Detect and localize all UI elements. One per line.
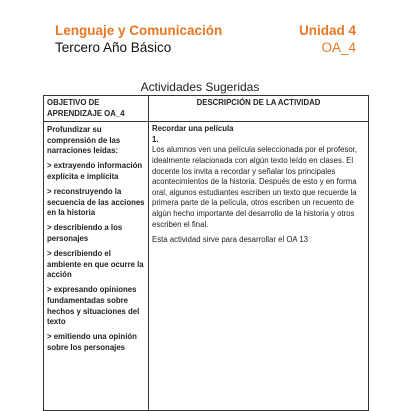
description-column-header: DESCRIPCIÓN DE LA ACTIVIDAD — [149, 96, 369, 122]
objective-item: > emitiendo una opinión sobre los personajes — [47, 332, 137, 352]
table-row — [44, 122, 369, 411]
activity-note: Esta actividad sirve para desarrollar el OA 13 — [152, 235, 309, 245]
objective-item: > describiendo a los personajes — [47, 223, 123, 244]
section-title: Actividades Sugeridas — [140, 80, 260, 94]
document-header-right — [299, 23, 356, 56]
activity-description-cell — [149, 122, 369, 411]
unit-label: Unidad 4 — [298, 23, 356, 38]
activity-number: 1. — [152, 134, 159, 144]
objective-item: > describiendo el ambiente en que ocurre la acción — [47, 249, 144, 280]
objective-item: Profundizar su comprensión de las narraciones leídas: — [47, 125, 121, 156]
objective-item: > expresando opiniones fundamentadas sobre hechos y situaciones del texto — [47, 285, 140, 327]
document-header-left — [55, 23, 222, 56]
objective-item: > extrayendo información explícita e implícita — [47, 161, 143, 182]
objectives-cell — [44, 122, 149, 411]
grade-label: Tercero Año Básico — [55, 40, 172, 55]
table-header-row — [44, 96, 369, 122]
activity-table — [43, 95, 369, 411]
objective-item: > reconstruyendo la secuencia de las acciones en la historia — [47, 187, 145, 218]
oa-code-label: OA_4 — [321, 40, 356, 55]
activity-title: Recordar una película — [152, 124, 234, 134]
subject-title: Lenguaje y Comunicación — [55, 23, 223, 38]
activity-description: Los alumnos ven una película seleccionada por el profesor, idealmente relacionada con algún texto leído en clases. El docente los invita a recordar y señalar los principales acontecimientos de la historia. Después de esto y en forma oral, algunos estudiantes escriben un texto que recuerde la primera parte de la película, otros escriben un recuento de algún hecho importante del desarrollo de la historia y otros escriben el final. — [152, 145, 358, 229]
objective-column-header: OBJETIVO DE APRENDIZAJE OA_4 — [44, 96, 149, 122]
